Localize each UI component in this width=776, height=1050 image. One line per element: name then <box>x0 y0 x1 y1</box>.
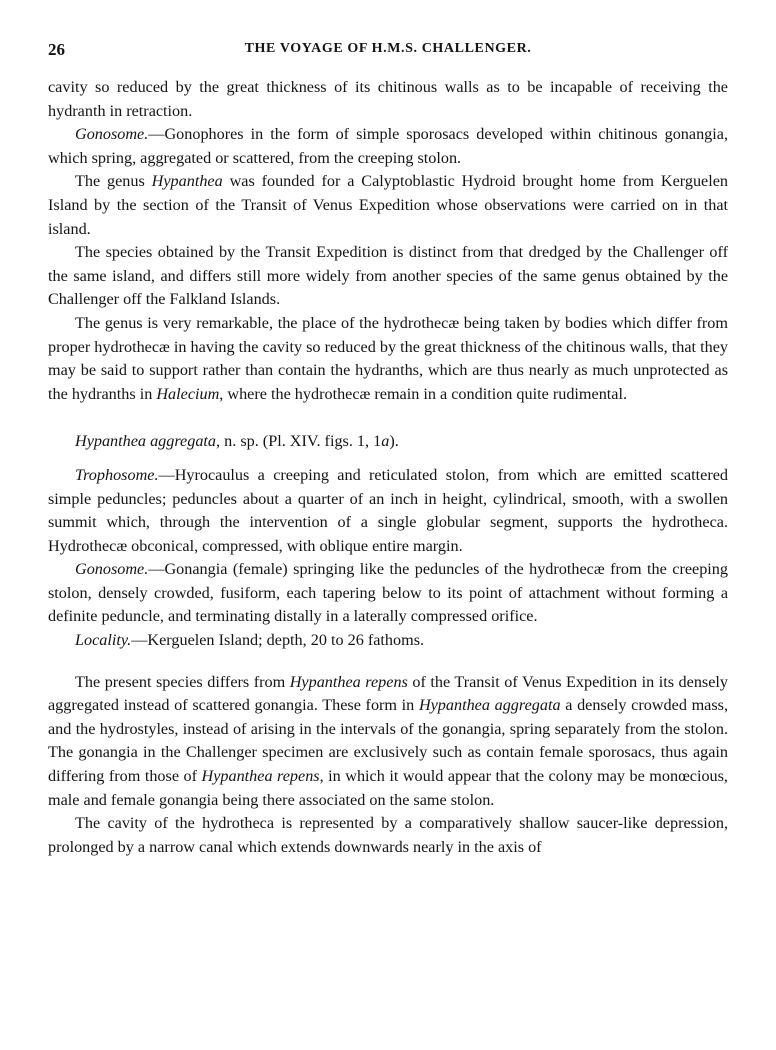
paragraph-text: was founded for a Calyptoblastic Hydroid brought home from Kerguelen Island by the section of the Transit of Venus Expedition whose observations were carried on in that island. <box>48 172 729 238</box>
paragraph-text: The species obtained by the Transit Expedition is distinct from that dredged by the Challenger off the same island, and differs still more widely from another species of the same genus obtained by the Challenger off the Falkland Islands. <box>48 243 728 309</box>
book-page <box>48 40 728 859</box>
paragraph-text: The cavity of the hydrotheca is represented by a comparatively shallow saucer-like depression, prolonged by a narrow canal which extends downwards nearly in the axis of <box>48 814 728 856</box>
species-name: Hypanthea aggregata <box>75 432 217 451</box>
page-header <box>48 40 728 64</box>
paragraph-gonosome-species <box>48 558 728 629</box>
genus-name: Hypanthea <box>151 172 223 191</box>
species-reference: , n. sp. (Pl. XIV. figs. 1, 1 <box>216 432 382 451</box>
species-name: Hypanthea repens <box>201 767 320 786</box>
paragraph-species-distinction <box>48 241 728 312</box>
paragraph-text: , in which it would appear that the colony may be monœcious, male and female gonangia being there associated on the same stolon. <box>48 767 728 809</box>
page-number: 26 <box>48 40 65 59</box>
section-label: Gonosome. <box>75 125 149 144</box>
paragraph-hydrotheca-cavity <box>48 812 728 859</box>
section-label: Trophosome. <box>75 465 159 484</box>
paragraph-locality <box>48 629 728 653</box>
paragraph-text: cavity so reduced by the great thickness of its chitinous walls as to be incapable of receiving the hydranth in retraction. <box>48 78 728 120</box>
paragraph-text: of the Transit of Venus Expedition in its densely aggregated instead of scattered gonangia. These form in <box>48 672 729 715</box>
paragraph-text: a densely crowded mass, and the hydrostyles, instead of arising in the intervals of the gonangia, spring separately from the stolon. The gonangia in the Challenger specimen are exclusively such as contain female sporosacs, thus again differing from those of <box>48 696 728 786</box>
paragraph-text: , where the hydrothecæ remain in a condition quite rudimental. <box>219 384 628 403</box>
paragraph-genus-origin <box>48 170 728 241</box>
running-title: THE VOYAGE OF H.M.S. CHALLENGER. <box>244 41 532 56</box>
species-reference-end: ). <box>389 432 399 451</box>
section-label: Locality. <box>75 631 132 650</box>
genus-name: Halecium <box>156 384 220 403</box>
paragraph-continuation <box>48 76 728 123</box>
paragraph-trophosome <box>48 464 728 558</box>
paragraph-text: The present species differs from <box>75 672 290 691</box>
paragraph-text: The genus <box>75 172 152 191</box>
figure-letter: a <box>381 432 390 451</box>
paragraph-text: —Hyrocaulus a creeping and reticulated stolon, from which are emitted scattered simple peduncles; peduncles about a quarter of an inch in height, cylindrical, smooth, with a swollen summit which, through the intervention of a single globular segment, supports the hydrotheca. Hydrothecæ obconical, compressed, with oblique entire margin. <box>48 465 728 555</box>
paragraph-text: —Gonangia (female) springing like the peduncles of the hydrothecæ from the creeping stolon, densely crowded, fusiform, each tapering below to its point of attachment without forming a definite peduncle, and terminating distally in a laterally compressed orifice. <box>48 560 728 626</box>
paragraph-text: The genus is very remarkable, the place of the hydrothecæ being taken by bodies which differ from proper hydrothecæ in having the cavity so reduced by the great thickness of the chitinous walls, that they may be said to support rather than contain the hydranths, which are thus nearly as much unprotected as the hydranths in <box>48 313 728 403</box>
paragraph-discussion <box>48 671 728 813</box>
paragraph-gonosome-genus <box>48 123 728 170</box>
paragraph-text: —Kerguelen Island; depth, 20 to 26 fathoms. <box>131 631 425 650</box>
species-name: Hypanthea aggregata <box>418 696 561 715</box>
section-label: Gonosome. <box>75 560 149 579</box>
paragraph-genus-remarks <box>48 312 728 406</box>
species-name: Hypanthea repens <box>289 672 408 691</box>
species-heading <box>48 430 728 454</box>
paragraph-text: —Gonophores in the form of simple sporosacs developed within chitinous gonangia, which spring, aggregated or scattered, from the creeping stolon. <box>48 125 728 167</box>
